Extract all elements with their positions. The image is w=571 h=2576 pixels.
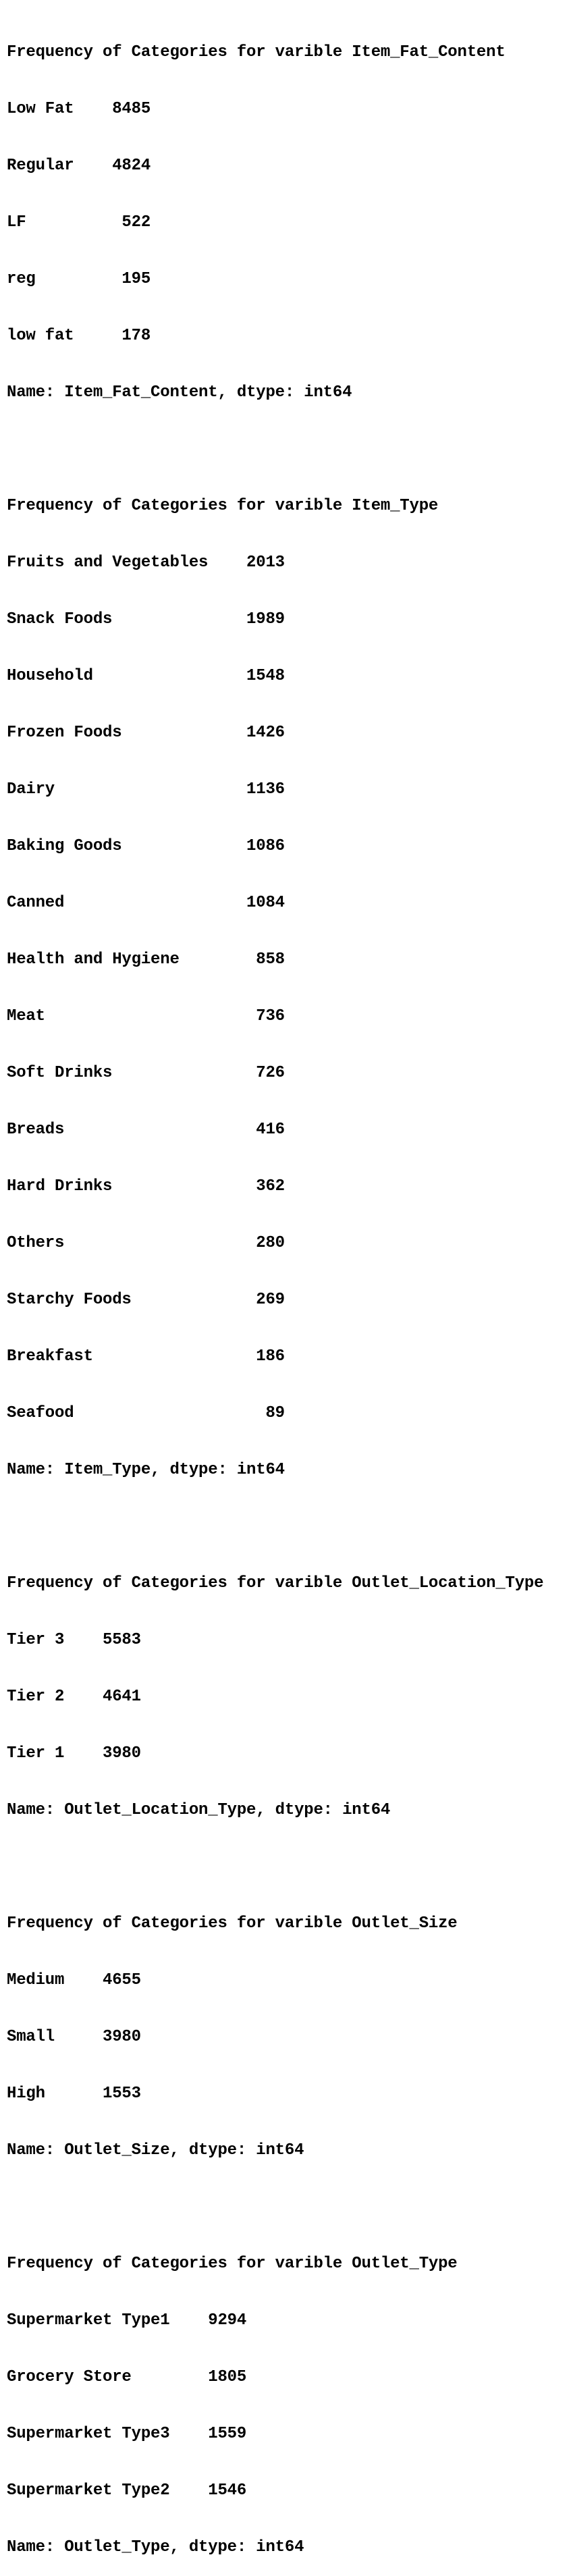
- value-row: Breads 416: [7, 1121, 285, 1139]
- value-row: LF 522: [7, 213, 151, 232]
- value-row: low fat 178: [7, 327, 151, 345]
- value-row: Supermarket Type3 1559: [7, 2425, 247, 2443]
- value-row: Regular 4824: [7, 157, 151, 175]
- value-row: Tier 1 3980: [7, 1744, 141, 1763]
- value-row: reg 195: [7, 270, 151, 288]
- value-row: Fruits and Vegetables 2013: [7, 554, 285, 572]
- series-footer: Name: Outlet_Size, dtype: int64: [7, 2141, 304, 2159]
- value-row: Seafood 89: [7, 1404, 285, 1422]
- value-row: Snack Foods 1989: [7, 610, 285, 628]
- value-row: Frozen Foods 1426: [7, 724, 285, 742]
- section-heading: Frequency of Categories for varible Outlet_Size: [7, 1914, 458, 1933]
- value-row: High 1553: [7, 2085, 141, 2103]
- section-heading: Frequency of Categories for varible Outlet_Type: [7, 2255, 458, 2273]
- value-row: Tier 3 5583: [7, 1631, 141, 1649]
- value-row: Small 3980: [7, 2028, 141, 2046]
- section-heading: Frequency of Categories for varible Outlet_Location_Type: [7, 1574, 544, 1592]
- value-row: Breakfast 186: [7, 1347, 285, 1366]
- value-row: Household 1548: [7, 667, 285, 685]
- blank-line: [7, 440, 571, 459]
- value-row: Tier 2 4641: [7, 1688, 141, 1706]
- series-footer: Name: Item_Type, dtype: int64: [7, 1461, 285, 1479]
- blank-line: [7, 1518, 571, 1536]
- value-row: Canned 1084: [7, 894, 285, 912]
- value-row: Soft Drinks 726: [7, 1064, 285, 1082]
- blank-line: [7, 2198, 571, 2217]
- series-footer: Name: Outlet_Location_Type, dtype: int64: [7, 1801, 391, 1819]
- value-row: Supermarket Type1 9294: [7, 2311, 247, 2330]
- section-heading: Frequency of Categories for varible Item_Fat_Content: [7, 43, 506, 61]
- value-row: Dairy 1136: [7, 780, 285, 799]
- value-row: Grocery Store 1805: [7, 2368, 247, 2386]
- value-row: Meat 736: [7, 1007, 285, 1025]
- value-row: Supermarket Type2 1546: [7, 2481, 247, 2500]
- value-row: Starchy Foods 269: [7, 1291, 285, 1309]
- value-row: Medium 4655: [7, 1971, 141, 1989]
- value-row: Low Fat 8485: [7, 100, 151, 118]
- value-row: Health and Hygiene 858: [7, 950, 285, 969]
- value-row: Baking Goods 1086: [7, 837, 285, 855]
- section-heading: Frequency of Categories for varible Item_Type: [7, 497, 439, 515]
- value-row: Others 280: [7, 1234, 285, 1252]
- series-footer: Name: Outlet_Type, dtype: int64: [7, 2538, 304, 2556]
- value-row: Hard Drinks 362: [7, 1177, 285, 1196]
- blank-line: [7, 1858, 571, 1877]
- series-footer: Name: Item_Fat_Content, dtype: int64: [7, 383, 352, 402]
